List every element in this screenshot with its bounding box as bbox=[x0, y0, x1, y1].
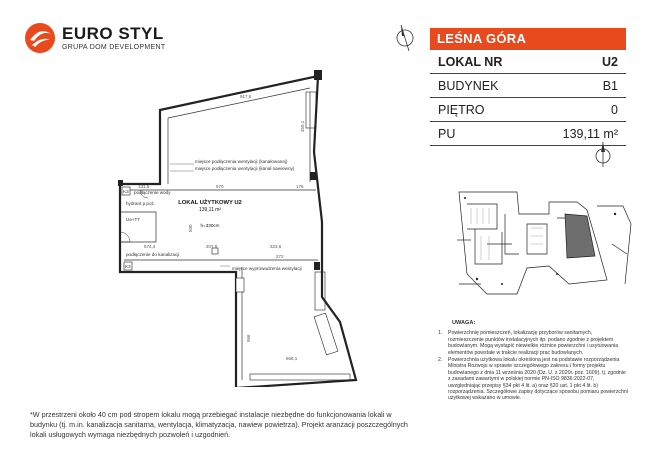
building-label: BUDYNEK bbox=[438, 78, 499, 93]
label-ventilation-2: miejsce podłączenia wentylacji (kanał nawiewny) bbox=[195, 166, 295, 171]
brand-subtitle: GRUPA DOM DEVELOPMENT bbox=[62, 44, 166, 51]
floor-plan bbox=[100, 62, 360, 387]
unit-area: 139,11 m² bbox=[198, 207, 222, 213]
area-value: 139,11 m² bbox=[562, 126, 618, 141]
unit-info-panel bbox=[430, 28, 626, 146]
floor-label: PIĘTRO bbox=[438, 102, 485, 117]
dim-label: 500 bbox=[188, 224, 193, 232]
dim-label: 272 bbox=[276, 254, 284, 259]
dim-label: 666,1 bbox=[286, 356, 298, 361]
dim-label: 207,8 bbox=[206, 244, 218, 249]
dim-label: 131,5 bbox=[138, 184, 150, 189]
label-hydrant: hydrant p.poż. bbox=[126, 201, 156, 206]
notes-section bbox=[438, 320, 628, 403]
site-location-map bbox=[457, 184, 633, 302]
unit-number-row bbox=[430, 50, 626, 74]
unit-name: LOKAL UŻYTKOWY U2 bbox=[178, 200, 242, 206]
dim-label: 966 bbox=[246, 334, 251, 342]
north-arrow-icon bbox=[392, 22, 418, 52]
brand-name: EURO STYL bbox=[62, 24, 164, 43]
footnote: *W przestrzeni około 40 cm pod stropem lokalu mogą przebiegać instalacje niezbędne do funkcjonowania lokali w budynku (tj. m.in. kanalizacja sanitarna, wentylacja, klimatyzacja, nawiew powietrza). Projekt aranżacji poszczególnych lokali usługowych wymaga niezbędnych pozwoleń i uzgodnień. bbox=[30, 410, 408, 439]
label-water: podłączenie wody bbox=[134, 190, 171, 195]
dim-label: 574,4 bbox=[144, 244, 156, 249]
dim-label: 570 bbox=[216, 184, 224, 189]
note-item: 1. Powierzchnię pomieszczeń, lokalizację przyborów sanitarnych, rozmieszczenie punktów instalacyjnych itp. podano zgodnie z projektem budowlanym. Mogą wystąpić niewielkie różnice powierzchni i usytuowania elementów powstałe w trakcie realizacji prac budowlanych. bbox=[438, 330, 628, 356]
brand-logo bbox=[24, 22, 165, 54]
label-ventilation-3: miejsce wyprowadzenia wentylacji bbox=[232, 266, 302, 271]
label-ventilation-1: miejsce podłączenia wentylacji (kanałowanej) bbox=[195, 159, 288, 164]
label-k: K3 bbox=[123, 189, 129, 194]
note-text: Powierzchnię pomieszczeń, lokalizację przyborów sanitarnych, rozmieszczenie punktów instalacyjnych itp. podano zgodnie z projektem budowlanym. Mogą wystąpić niewielkie różnice powierzchni i usytuowania elementów powstałe w trakcie realizacji prac budowlanych. bbox=[448, 330, 619, 356]
dim-label: 450,1 bbox=[300, 120, 305, 132]
building-row bbox=[430, 74, 626, 98]
dim-label: 917,5 bbox=[240, 94, 252, 99]
unit-height: h=330cm bbox=[200, 223, 220, 228]
label-sewer: podłączenie do kanalizacji bbox=[126, 252, 180, 257]
building-value: B1 bbox=[602, 78, 618, 93]
unit-number-value: U2 bbox=[602, 54, 618, 69]
label-toilet: Ue+TT bbox=[126, 217, 141, 222]
dim-label: 176 bbox=[296, 184, 304, 189]
eurostyl-logo-icon bbox=[24, 22, 56, 54]
floor-row bbox=[430, 98, 626, 122]
north-arrow-small-icon bbox=[592, 140, 614, 168]
unit-number-label: LOKAL NR bbox=[438, 54, 503, 69]
label-k: K3 bbox=[125, 264, 131, 269]
notes-title: UWAGA: bbox=[452, 320, 476, 326]
floor-value: 0 bbox=[611, 102, 618, 117]
note-item: 2. Powierzchnia użytkowa lokalu określona jest na podstawie rozporządzenia Ministra Rozwoju w sprawie szczegółowego zakresu i formy projektu budowlanego z dnia 11 września 2020 (Dz. U. z 2020r. poz. 1609), tj. zgodnie z zasadami zawartymi w polskiej normie PN-ISO 9836:2022-07, uwzględniając przepisy §34 pkt 4 lit. a) oraz §20 ust. 1 pkt 4 lit. b) rozporządzenia. Szczegółowe zapisy dotyczące sposobu pomiaru powierzchni użytkowej wskazano w umowie. bbox=[438, 357, 628, 402]
note-text: Powierzchnia użytkowa lokalu określona jest na podstawie rozporządzenia Ministra Rozwoju w sprawie szczegółowego zakresu i formy projektu budowlanego z dnia 11 września 2020 (Dz. U. z 2020r. poz. 1609), tj. zgodnie z zasadami zawartymi w polskiej normie PN-ISO 9836:2022-07, uwzględniając przepisy §34 pkt 4 lit. a) oraz §20 ust. 1 pkt 4 lit. b) rozporządzenia. Szczegółowe zapisy dotyczące sposobu pomiaru powierzchni użytkowej wskazano w umowie. bbox=[448, 357, 628, 402]
area-label: PU bbox=[438, 126, 456, 141]
project-name: LEŚNA GÓRA bbox=[430, 28, 626, 50]
dim-label: 323,6 bbox=[270, 244, 282, 249]
